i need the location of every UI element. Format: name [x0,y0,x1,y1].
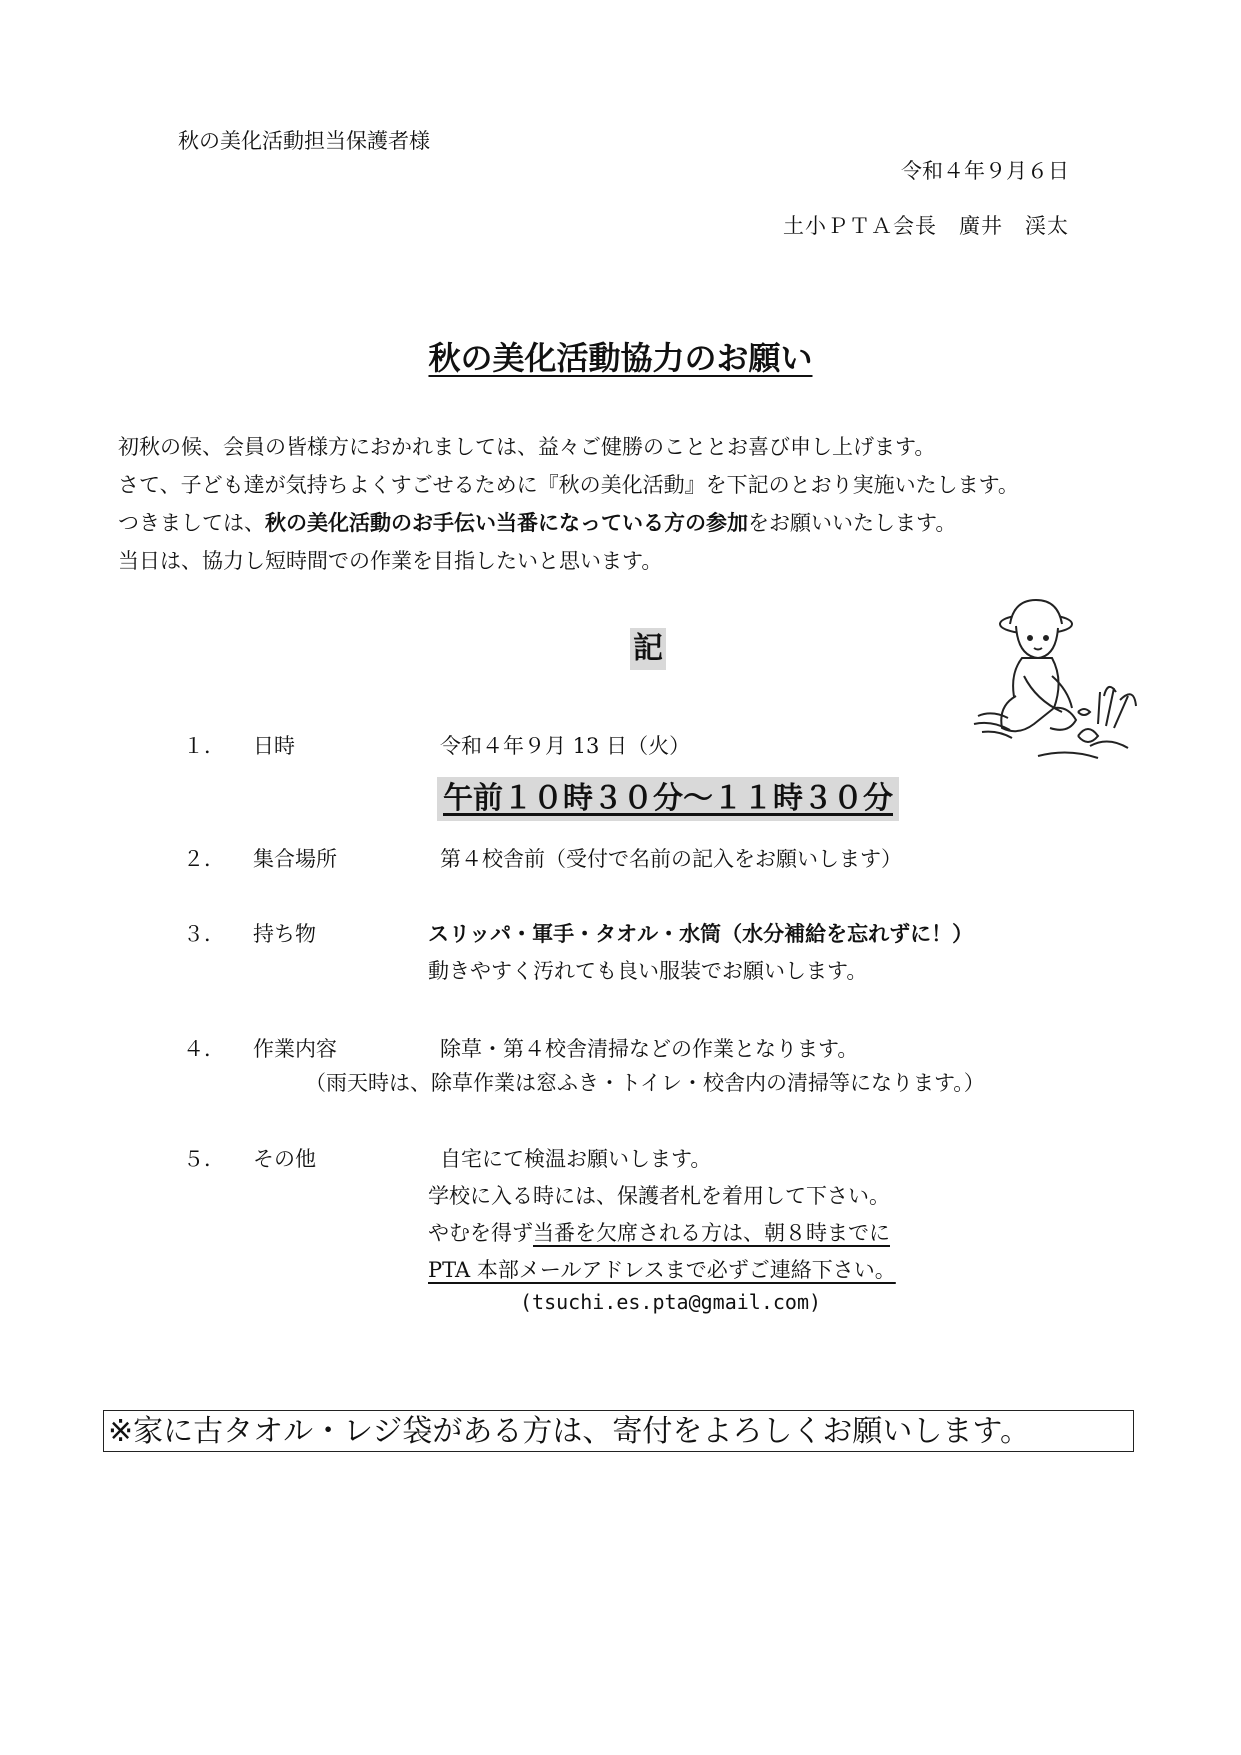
item-1-number: １． [183,734,225,758]
gardening-child-illustration [958,596,1148,770]
item-5-label: その他 [253,1147,316,1171]
item-2-value: 第４校舎前（受付で名前の記入をお願いします） [440,847,902,871]
ki-heading: 記 [630,628,666,670]
page-title [0,333,1241,379]
intro-paragraph [118,428,1019,580]
item-3-value-1 [428,918,973,948]
intro-line-3-post: をお願いいたします。 [748,511,957,535]
intro-line-3-emphasis: 秋の美化活動のお手伝い当番になっている方の参加 [265,511,748,535]
item-4-value: 除草・第４校舎清掃などの作業となります。 [440,1037,859,1061]
item-2-label: 集合場所 [253,847,337,871]
issue-date: 令和４年９月６日 [901,159,1069,183]
item-4-number: ４． [183,1037,225,1061]
donation-notice: ※家に古タオル・レジ袋がある方は、寄付をよろしくお願いします。 [103,1410,1134,1452]
page-title-text: 秋の美化活動協力のお願い [428,339,813,377]
intro-line-2: さて、子ども達が気持ちよくすごせるために『秋の美化活動』を下記のとおり実施いたします。 [118,473,1019,497]
sender: 土小ＰＴＡ会長 廣井 渓太 [783,214,1069,238]
item-3-value-1-text: スリッパ・軍手・タオル・水筒（水分補給を忘れずに！） [428,922,974,946]
item-4-label: 作業内容 [253,1037,337,1061]
item-2-number: ２． [183,847,225,871]
item-5-value-3 [428,1217,890,1247]
intro-line-3 [118,504,1019,542]
item-1-label: 日時 [253,734,295,758]
item-5-value-2: 学校に入る時には、保護者札を着用して下さい。 [428,1184,890,1208]
item-5-number: ５． [183,1147,225,1171]
intro-line-3-pre: つきましては、 [118,511,265,535]
item-4-note: （雨天時は、除草作業は窓ふき・トイレ・校舎内の清掃等になります。） [305,1071,985,1095]
item-1-date: 令和４年９月 13 日（火） [440,734,691,758]
item-5-value-1: 自宅にて検温お願いします。 [440,1147,712,1171]
item-5-value-3-pre: やむを得ず [428,1221,533,1245]
item-1-time-banner: 午前１０時３０分～１１時３０分 [437,777,899,821]
item-3-value-2: 動きやすく汚れても良い服装でお願いします。 [428,959,868,983]
item-5-value-3-underlined: 当番を欠席される方は、朝８時までに [533,1221,890,1245]
item-5-value-4: PTA 本部メールアドレスまで必ずご連絡下さい。 [428,1258,896,1282]
addressee: 秋の美化活動担当保護者様 [178,129,430,153]
item-5-email: (tsuchi.es.pta@gmail.com) [520,1290,822,1314]
intro-line-4: 当日は、協力し短時間での作業を目指したいと思います。 [118,549,663,573]
item-3-label: 持ち物 [253,922,316,946]
item-3-number: ３． [183,922,225,946]
intro-line-1: 初秋の候、会員の皆様方におかれましては、益々ご健勝のこととお喜び申し上げます。 [118,435,936,459]
